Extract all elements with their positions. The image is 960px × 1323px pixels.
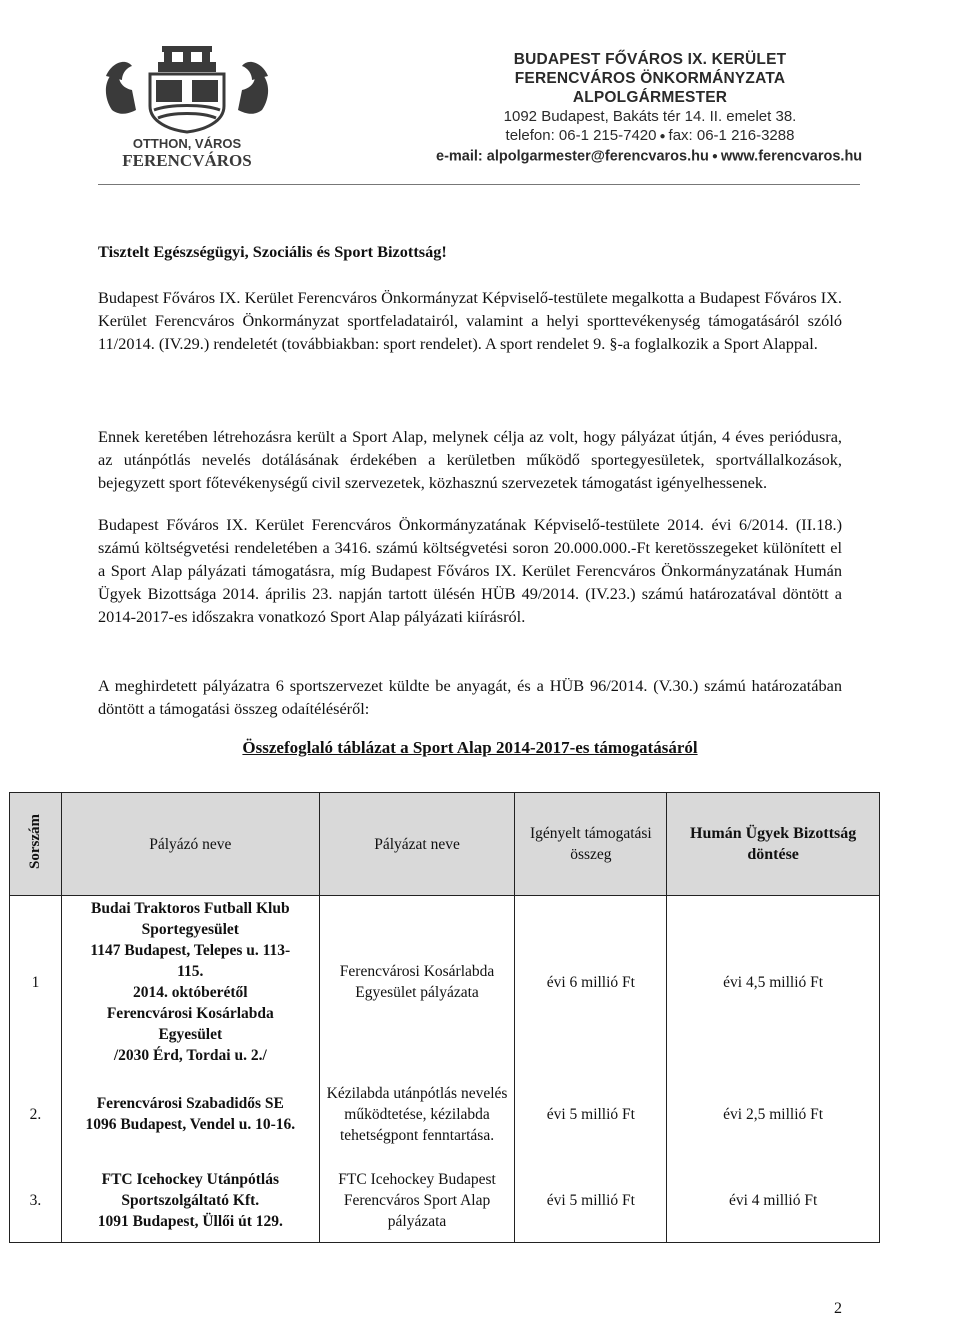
applicant-line: 1147 Budapest, Telepes u. 113- xyxy=(90,942,291,959)
applicant-line: Sportegyesület xyxy=(141,921,239,938)
letterhead-address: 1092 Budapest, Bakáts tér 14. II. emelet 38. xyxy=(503,108,797,125)
row-serial-number: 2. xyxy=(10,1068,62,1160)
row-serial-number: 3. xyxy=(10,1160,62,1242)
bullet-icon: ● xyxy=(659,130,666,142)
applicant-line: 1091 Budapest, Üllői út 129. xyxy=(97,1213,283,1231)
applicant-line: Budai Traktoros Futball Klub xyxy=(91,900,290,917)
applicant-line: Sportszolgáltató Kft. xyxy=(121,1192,260,1210)
row-applicant-name xyxy=(61,1068,319,1160)
summary-table-title: Összefoglaló táblázat a Sport Alap 2014-2017-es támogatásáról xyxy=(242,738,698,757)
header-project-name: Pályázat neve xyxy=(319,793,515,896)
letterhead-email: e-mail: alpolgarmester@ferencvaros.hu xyxy=(436,147,709,164)
applicant-line: Ferencvárosi Kosárlabda xyxy=(106,1005,274,1022)
ferencvaros-coat-of-arms-logo xyxy=(92,40,282,172)
table-header-row xyxy=(10,793,880,896)
row-applicant-name xyxy=(61,1160,319,1242)
table-row xyxy=(10,896,880,1069)
header-applicant-name: Pályázó neve xyxy=(61,793,319,896)
applicant-line: 1096 Budapest, Vendel u. 10-16. xyxy=(85,1116,296,1133)
page-number: 2 xyxy=(834,1300,842,1317)
row-committee-decision: évi 4,5 millió Ft xyxy=(667,896,880,1069)
paragraph-sport-fund-purpose: Ennek keretében létrehozásra került a Sport Alap, melynek célja az volt, hogy pályázat útján, 4 éves periódusra, az utánpótlás nevelés dotálásának érdekében a kerületben működő sportegyesületek, sportvállalkozások, bejegyzett sport főtevékenységű civil szervezetek, közhasznú szervezetek támogatást igényelhessenek. xyxy=(98,427,842,492)
letterhead-contact xyxy=(436,146,864,167)
row-project-name: FTC Icehockey Budapest Ferencváros Sport Alap pályázata xyxy=(319,1160,515,1242)
letterhead-phone-fax xyxy=(436,126,864,146)
row-requested-amount: évi 6 millió Ft xyxy=(515,896,667,1069)
row-applicant-name xyxy=(61,896,319,1069)
header-serial-number: Sorszám xyxy=(10,793,62,896)
logo-text-top: OTTHON, VÁROS xyxy=(132,136,242,151)
header-requested-amount: Igényelt támogatási összeg xyxy=(515,793,667,896)
bullet-icon: ● xyxy=(711,150,718,162)
paragraph-budget-decision: Budapest Főváros IX. Kerület Ferencváros Önkormányzatának Képviselő-testülete 2014. évi 6/2014. (II.18.) számú költségvetési rendeletében a 3416. számú költségvetési soron 20.000.000.-Ft keretösszegeket különített el a Sport Alap pályázati támogatásra, míg Budapest Főváros IX. Kerület Ferencváros Önkormányzatának Humán Ügyek Bizottsága 2014. április 23. napján tartott ülésén HÜB 49/2014. (IV.23.) számú határozatával döntött a 2014-2017-es időszakra vonatkozó Sport Alap pályázati kiírásról. xyxy=(98,515,842,626)
row-project-name: Kézilabda utánpótlás nevelés működtetése, kézilabda tehetségpont fenntartása. xyxy=(319,1068,515,1160)
applicant-line: Ferencvárosi Szabadidős SE xyxy=(96,1095,284,1112)
letterhead-title: ALPOLGÁRMESTER xyxy=(572,89,728,106)
applicant-line: 2014. októberétől xyxy=(133,984,248,1001)
letterhead-org-line1: BUDAPEST FŐVÁROS IX. KERÜLET xyxy=(513,51,787,68)
greeting: Tisztelt Egészségügyi, Szociális és Sport Bizottság! xyxy=(98,242,447,261)
letterhead-phone: telefon: 06-1 215-7420 xyxy=(505,127,657,144)
letterhead-org-line2: FERENCVÁROS ÖNKORMÁNYZATA xyxy=(514,70,786,87)
applicant-line: FTC Icehockey Utánpótlás xyxy=(101,1171,279,1189)
sport-fund-summary-table xyxy=(9,792,880,1243)
row-serial-number: 1 xyxy=(10,896,62,1069)
row-committee-decision: évi 2,5 millió Ft xyxy=(667,1068,880,1160)
paragraph-sport-regulation: Budapest Főváros IX. Kerület Ferencváros Önkormányzat Képviselő-testülete megalkotta a Budapest Főváros IX. Kerület Ferencváros Önkormányzat sportfeladatairól, valamint a helyi sporttevékenység támogatásáról szóló 11/2014. (IV.29.) rendeletét (továbbiakban: sport rendelet). A sport rendelet 9. §-a foglalkozik a Sport Alappal. xyxy=(98,288,842,353)
letterhead xyxy=(436,50,864,167)
applicant-line: /2030 Érd, Tordai u. 2./ xyxy=(113,1047,267,1064)
row-requested-amount: évi 5 millió Ft xyxy=(515,1160,667,1242)
letterhead-web: www.ferencvaros.hu xyxy=(720,147,863,164)
row-project-name: Ferencvárosi Kosárlabda Egyesület pályázata xyxy=(319,896,515,1069)
paragraph-applications: A meghirdetett pályázatra 6 sportszervezet küldte be anyagát, és a HÜB 96/2014. (V.30.) számú határozatában döntött a támogatási összeg odaítéléséről: xyxy=(98,676,842,718)
table-row xyxy=(10,1160,880,1242)
logo-text-bottom: FERENCVÁROS xyxy=(122,151,252,170)
letterhead-divider xyxy=(98,184,860,185)
row-requested-amount: évi 5 millió Ft xyxy=(515,1068,667,1160)
applicant-line: 115. xyxy=(177,963,204,980)
table-row xyxy=(10,1068,880,1160)
header-committee-decision: Humán Ügyek Bizottság döntése xyxy=(667,793,880,896)
letterhead-fax: fax: 06-1 216-3288 xyxy=(668,127,795,144)
applicant-line: Egyesület xyxy=(158,1026,223,1043)
row-committee-decision: évi 4 millió Ft xyxy=(667,1160,880,1242)
